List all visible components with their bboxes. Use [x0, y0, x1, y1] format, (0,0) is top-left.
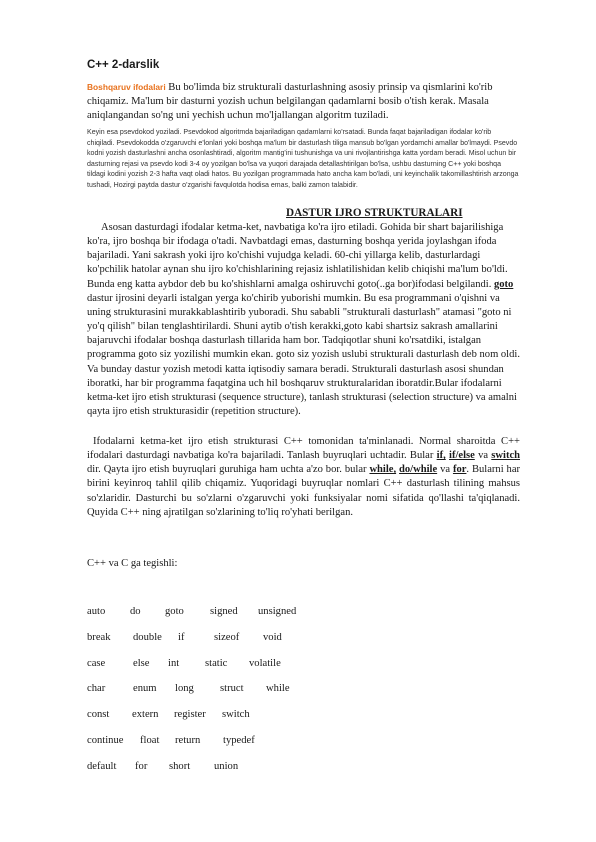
keyword-while: while, [369, 464, 397, 476]
keyword-do-while: do/while [399, 464, 438, 476]
document-title: C++ 2-darslik [87, 59, 160, 71]
paragraph-text: va [474, 450, 492, 462]
keyword-cell: enum [133, 683, 157, 695]
keyword-cell: register [174, 709, 206, 721]
intro-paragraph [87, 80, 517, 124]
keyword-switch: switch [491, 450, 521, 462]
keyword-cell: union [214, 760, 239, 772]
paragraph-text: Ifodalarni ketma-ket ijro etish strukturasi C++ tomonidan ta'minlanadi. Normal sharoitda C++ ifodalari dasturdagi navbatiga ko'ra bajariladi. Tanlash buyruqlari uchtadir. Bular [87, 436, 520, 462]
keyword-if: if, [436, 450, 446, 462]
section-heading: DASTUR IJRO STRUKTURALARI [286, 207, 463, 219]
keyword-cell: case [87, 657, 106, 669]
keyword-cell: typedef [223, 735, 255, 746]
keyword-cell: return [175, 735, 201, 746]
keyword-cell: extern [132, 709, 159, 721]
keyword-cell: switch [222, 709, 250, 721]
keyword-cell: do [130, 606, 141, 617]
keyword-if-else: if/else [449, 450, 475, 462]
keyword-cell: double [133, 631, 162, 643]
keyword-cell: if [178, 631, 185, 643]
paragraph-text: va [437, 464, 453, 476]
paragraph-execution [87, 221, 520, 419]
intro-tag: Boshqaruv ifodalari [87, 82, 166, 92]
pseudocode-note: Keyin esa psevdokod yoziladi. Psevdokod algoritmda bajariladigan qadamlarni ko'rsatadi. Bunda faqat bajariladigan ifodalar ko'rib chiqiladi. Psevdokodda o'zgaruvchi e'lonlari yoki boshqa ma'lum bir dasturlash tiliga mansub bo'lgan yordamchi amallar bo'lmaydi. Psevdo kodni yozish dasturlashni ancha osonlashtiradi, algoritm mantig'ini tushunishga va uni rivojlantirishga katta yordam beradi. Misol uchun bir dasturning rejasi va psevdo kodi 3-4 oy yozilgan bo'lsa va yuqori darajada detallashtirilgan bo'lsa, ushbu dasturning C++ yoki boshqa tildagi kodini yozish 2-3 hafta vaqt oladi hatos. Bu yozilgan programmada hato ancha kam bo'ladi, uni keyinchalik takomillashtirish arzonga tushadi, Hozirgi paytda dastur o'zgarishi favqulotda hodisa emas, balki zamon talabidir. [87, 129, 519, 189]
keyword-cell: goto [165, 606, 184, 617]
keyword-goto: goto [493, 278, 514, 290]
keywords-caption: C++ va C ga tegishli: [87, 558, 178, 569]
keyword-cell: for [135, 760, 148, 772]
keyword-cell: continue [87, 735, 124, 746]
keyword-cell: short [169, 760, 191, 772]
keyword-cell: auto [87, 606, 106, 617]
keyword-cell: signed [210, 606, 238, 617]
keyword-cell: char [87, 683, 106, 695]
keyword-cell: sizeof [214, 631, 240, 643]
paragraph-text: dir. Qayta ijro etish buyruqlari guruhiga ham uchta a'zo bor. bular [87, 464, 370, 476]
keyword-cell: long [175, 683, 194, 695]
keyword-cell: void [263, 631, 282, 643]
keyword-cell: while [266, 683, 290, 695]
keyword-cell: int [168, 657, 180, 669]
paragraph-text: . Bularni har birini keyinroq tahlil qilib chiqamiz. Yuqoridagi buyruqlar nomlari C++ dasturlash tilining mahsus so'zlaridir. Dasturchi bu so'zlarni o'zgaruvchi yoki funksiyalar nomi sifatida qo'llashi ta'qiqlanadi. Quyida C++ ning ajratilgan so'zlarining to'liq ro'yhati berilgan. [87, 464, 521, 518]
keyword-cell: else [133, 657, 150, 669]
keyword-cell: struct [220, 683, 244, 695]
keyword-for: for [452, 464, 467, 476]
keyword-cell: default [87, 760, 117, 772]
paragraph-structures [87, 435, 520, 520]
keyword-cell: break [87, 631, 111, 643]
intro-text: Bu bo'limda biz strukturali dasturlashning asosiy prinsip va qismlarini ko'rib chiqamiz. Ma'lum bir dasturni yozish uchun belgilangan qadamlarni bosib o'tish kerak. Masala aniqlangandan so'ng uni yechish uchun mo'ljallangan algoritm tuziladi. [87, 82, 493, 122]
keyword-cell: float [140, 735, 160, 746]
keyword-cell: volatile [249, 657, 281, 669]
keyword-cell: static [205, 657, 228, 669]
paragraph-text: dastur ijrosini deyarli istalgan yerga ko'chirib yuborishi mumkin. Bu esa programmani o'qishni va uning strukturasini murakkablashtirib yuboradi. Shu sababli "strukturali dasturlash" atamasi "goto ni yo'q qilish" bilan tenglashtirilardi. Shuni aytib o'tish kerakki,goto kabi shartsiz sakrash amallarini bajaruvchi ifodalar boshqa dasturlash tillarida ham bor. Tadqiqotlar shuni ko'rsatdiki, istalgan programma goto siz yozilishi mumkin ekan. goto siz yozish uslubi strukturali dasturlash deb nom oldi. Va bunday dastur yozish metodi katta iqtisodiy samara beradi. Strukturali dasturlash asosi shundan iboratki, har bir programma faqatgina uch hil boshqaruv strukturalaridan iboratdir.Bular ifodalarni ketma-ket ijro etish strukturasi (sequence structure), tanlash strukturasi (selection structure) va amalni qayta ijro etish strukturasidir (repetition structure). [87, 292, 520, 418]
keyword-cell: const [87, 709, 110, 721]
keyword-cell: unsigned [258, 606, 297, 617]
paragraph-text: Asosan dasturdagi ifodalar ketma-ket, navbatiga ko'ra ijro etiladi. Gohida bir shart bajarilishiga ko'ra, ijro boshqa bir ifodaga o'tadi. Navbatdagi emas, dasturning boshqa yerida joylashgan ifoda bajariladi. Yani sakrash yoki ijro ko'chishi vujudga keladi. 60-chi yillarga kelib, dasturlardagi ko'pchilik hatolar aynan shu ijro ko'chishlarining rejasiz ishlatilishidan kelib chiqishi ma'lum bo'ldi. Bunda eng katta aybdor deb bu ko'shishlarni amalga oshiruvchi goto(..ga bor)ifodasi belgilandi. [87, 222, 508, 290]
